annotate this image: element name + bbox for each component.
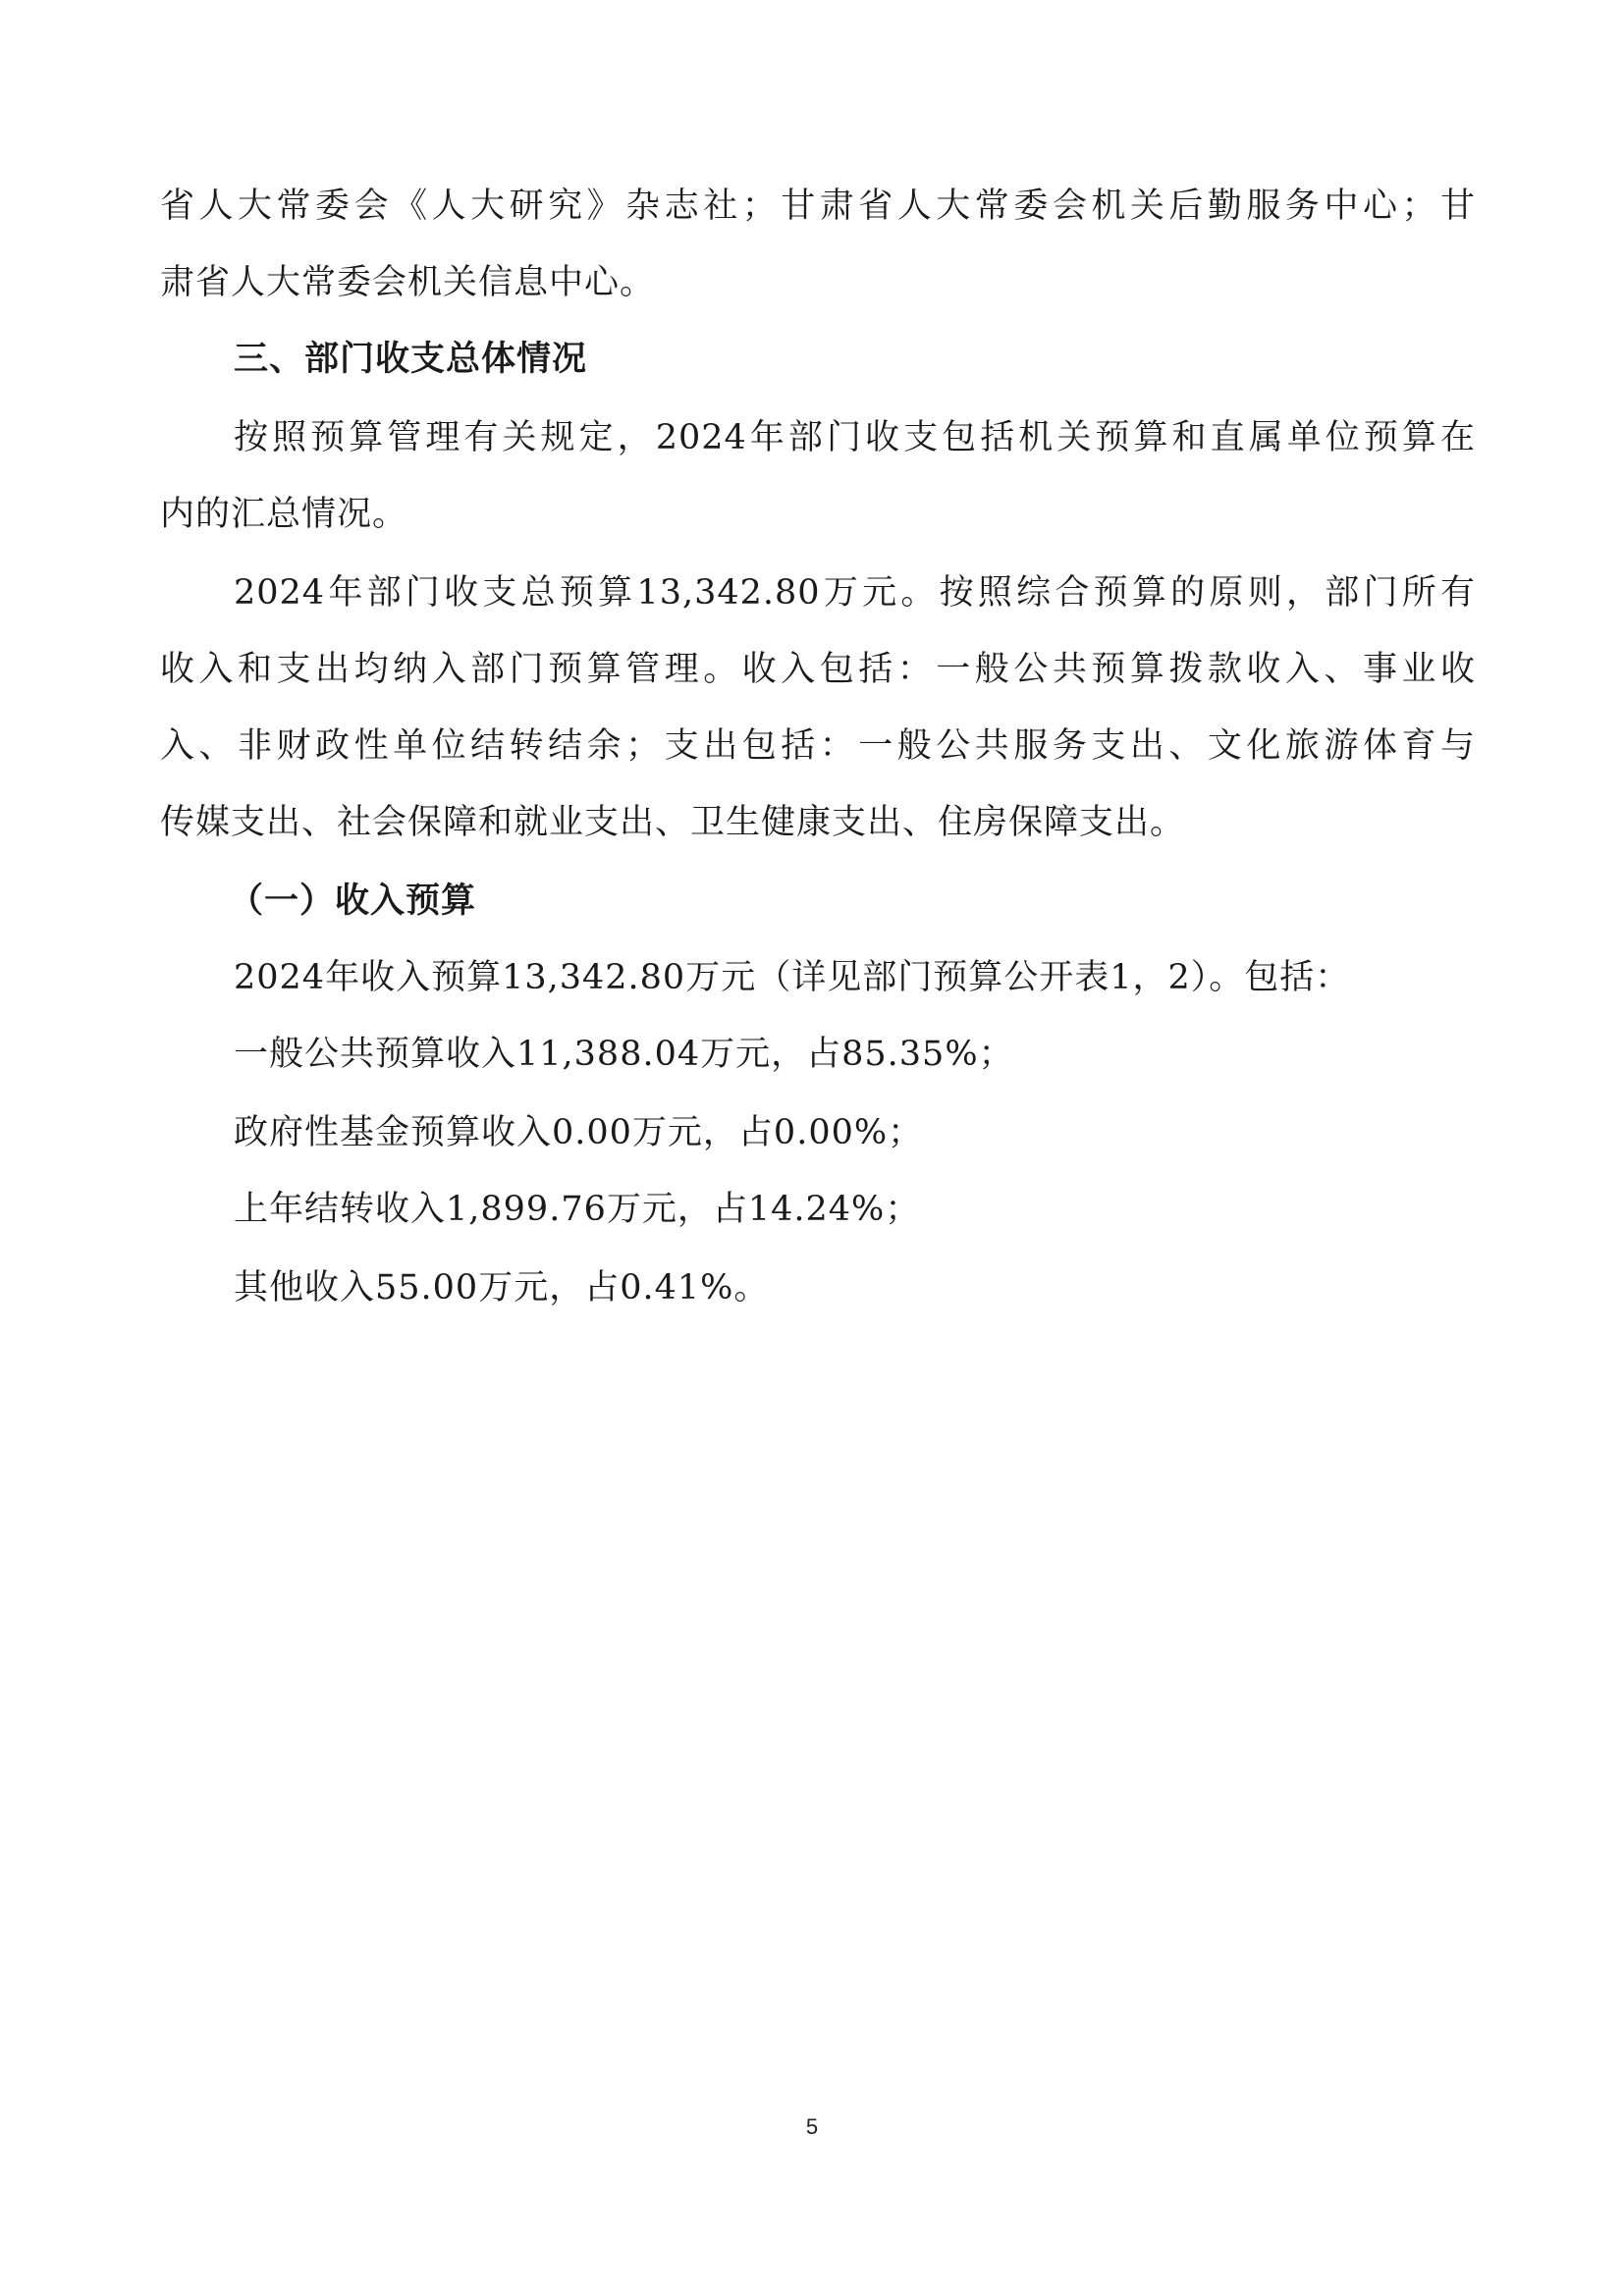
paragraph-line: 入、非财政性单位结转结余；支出包括：一般公共服务支出、文化旅游体育与 bbox=[160, 726, 1476, 766]
paragraph-line: 2024年收入预算13,342.80万元（详见部门预算公开表1，2）。包括： bbox=[234, 958, 1351, 997]
subsection-heading: （一）收入预算 bbox=[229, 881, 477, 921]
paragraph-line: 肃省人大常委会机关信息中心。 bbox=[160, 263, 656, 302]
paragraph-line: 按照预算管理有关规定，2024年部门收支包括机关预算和直属单位预算在 bbox=[234, 418, 1476, 457]
income-item: 其他收入55.00万元，占0.41%。 bbox=[234, 1268, 770, 1308]
paragraph-line: 传媒支出、社会保障和就业支出、卫生健康支出、住房保障支出。 bbox=[160, 803, 1186, 842]
paragraph-line: 收入和支出均纳入部门预算管理。收入包括：一般公共预算拨款收入、事业收 bbox=[160, 650, 1476, 689]
income-item: 政府性基金预算收入0.00万元，占0.00%； bbox=[234, 1113, 924, 1152]
income-item: 一般公共预算收入11,388.04万元，占85.35%； bbox=[234, 1035, 1014, 1074]
paragraph-line: 2024年部门收支总预算13,342.80万元。按照综合预算的原则，部门所有 bbox=[234, 573, 1476, 613]
income-item: 上年结转收入1,899.76万元，占14.24%； bbox=[234, 1190, 921, 1229]
paragraph-line: 内的汇总情况。 bbox=[160, 495, 408, 534]
page-number: 5 bbox=[805, 2114, 819, 2139]
paragraph-line: 省人大常委会《人大研究》杂志社；甘肃省人大常委会机关后勤服务中心；甘 bbox=[160, 187, 1476, 226]
section-heading: 三、部门收支总体情况 bbox=[234, 340, 588, 379]
